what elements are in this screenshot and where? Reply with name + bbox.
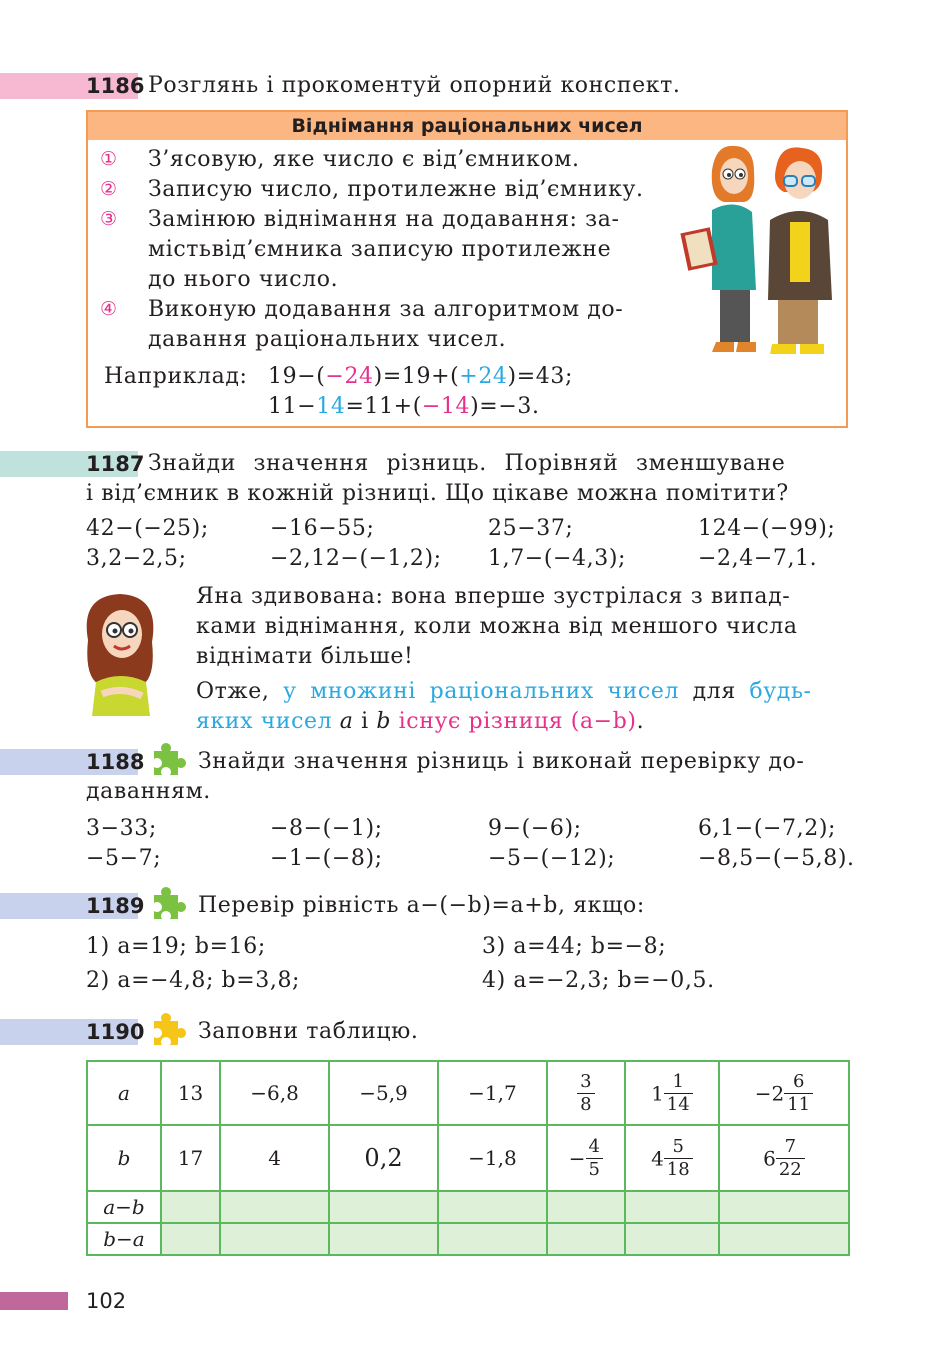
puzzle-green-icon: [146, 741, 186, 781]
task-1188-line-1: Знайди значення різниць і виконай перевірку до-: [198, 749, 805, 774]
table-row: [87, 1125, 849, 1191]
cell-b-frac: 6 $\frac{7}{22}$: [719, 1125, 849, 1191]
cell-a: −1,7: [438, 1061, 547, 1125]
step-3-line-2: містьвід’ємника записую протилежне: [148, 237, 612, 262]
answer-cell[interactable]: [220, 1191, 329, 1223]
cell-b-frac: 4 $\frac{5}{18}$: [625, 1125, 719, 1191]
expr-1188-r1c1: 3−33;: [86, 816, 157, 841]
task-number-1187: 1187: [86, 452, 145, 476]
expr-1188-r1c2: −8−(−1);: [270, 816, 383, 841]
answer-cell[interactable]: [161, 1191, 220, 1223]
task-number-1186: 1186: [86, 74, 145, 98]
example-1: 19−(−24)=19+(+24)=43;: [268, 364, 573, 389]
cell-a: −6,8: [220, 1061, 329, 1125]
step-4-line-1: Виконую додавання за алгоритмом до-: [148, 297, 624, 322]
answer-cell[interactable]: [438, 1223, 547, 1255]
expr-1187-r2c4: −2,4−7,1.: [698, 546, 818, 571]
expr-1188-r1c3: 9−(−6);: [488, 816, 582, 841]
row-header-b-minus-a: b−a: [87, 1223, 161, 1255]
task-1187-line-2: і від’ємник в кожній різниці. Що цікаве можна помітити?: [86, 481, 789, 506]
answer-cell[interactable]: [161, 1223, 220, 1255]
table-row: [87, 1191, 849, 1223]
answer-cell[interactable]: [220, 1223, 329, 1255]
step-marker-1: ①: [100, 148, 118, 170]
conclusion-line-1: Отже, у множині раціональних чисел для будь-: [196, 679, 812, 704]
answer-cell[interactable]: [625, 1223, 719, 1255]
expr-1187-r1c1: 42−(−25);: [86, 516, 209, 541]
task-text-1189: Перевір рівність a−(−b)=a+b, якщо:: [198, 893, 645, 918]
page-number-bar: [0, 1292, 68, 1310]
step-2-line-1: Записую число, протилежне від’ємнику.: [148, 177, 644, 202]
task-number-1188: 1188: [86, 750, 145, 774]
students-illustration: [672, 140, 844, 362]
expr-1188-r2c4: −8,5−(−5,8).: [698, 846, 855, 871]
answer-cell[interactable]: [547, 1223, 625, 1255]
answer-cell[interactable]: [719, 1191, 849, 1223]
puzzle-yellow-icon: [146, 1011, 186, 1051]
row-header-b: b: [87, 1125, 161, 1191]
yana-line-3: віднімати більше!: [196, 644, 414, 669]
yana-line-2: ками віднімання, коли можна від меншого числа: [196, 614, 798, 639]
step-marker-2: ②: [100, 178, 118, 200]
answer-cell[interactable]: [438, 1191, 547, 1223]
step-1-line-1: З’ясовую, яке число є від’ємником.: [148, 147, 580, 172]
cell-b: 4: [220, 1125, 329, 1191]
table-row: [87, 1061, 849, 1125]
yana-line-1: Яна здивована: вона вперше зустрілася з випад-: [196, 584, 791, 609]
step-marker-4: ④: [100, 298, 118, 320]
example-2: 11−14=11+(−14)=−3.: [268, 394, 540, 419]
item-1189-4: 4) a=−2,3; b=−0,5.: [482, 968, 715, 993]
row-header-a: a: [87, 1061, 161, 1125]
cell-b: 17: [161, 1125, 220, 1191]
expr-1188-r2c1: −5−7;: [86, 846, 162, 871]
step-4-line-2: давання раціональних чисел.: [148, 327, 507, 352]
answer-cell[interactable]: [719, 1223, 849, 1255]
answer-cell[interactable]: [329, 1191, 438, 1223]
step-3-line-1: Замінюю віднімання на додавання: за-: [148, 207, 620, 232]
cell-a: 13: [161, 1061, 220, 1125]
puzzle-green-icon: [146, 885, 186, 925]
task-number-1189: 1189: [86, 894, 145, 918]
answer-cell[interactable]: [625, 1191, 719, 1223]
answer-cell[interactable]: [547, 1191, 625, 1223]
expr-1188-r2c2: −1−(−8);: [270, 846, 383, 871]
answer-cell[interactable]: [329, 1223, 438, 1255]
row-header-a-minus-b: a−b: [87, 1191, 161, 1223]
task-text-1190: Заповни таблицю.: [198, 1019, 419, 1044]
step-3-line-3: до нього число.: [148, 267, 339, 292]
cell-a-frac: $\frac{3}{8}$: [547, 1061, 625, 1125]
item-1189-3: 3) a=44; b=−8;: [482, 934, 667, 959]
task-number-1190: 1190: [86, 1020, 145, 1044]
summary-box-title: Віднімання раціональних чисел: [88, 112, 846, 140]
expr-1188-r1c4: 6,1−(−7,2);: [698, 816, 837, 841]
fill-table: [86, 1060, 850, 1256]
task-1188-line-2: даванням.: [86, 779, 211, 804]
step-marker-3: ③: [100, 208, 118, 230]
expr-1187-r1c4: 124−(−99);: [698, 516, 836, 541]
expr-1187-r2c3: 1,7−(−4,3);: [488, 546, 627, 571]
page-number: 102: [86, 1289, 127, 1313]
task-1187-line-1: Знайди значення різниць. Порівняй зменшуване: [148, 451, 786, 476]
expr-1187-r1c3: 25−37;: [488, 516, 574, 541]
item-1189-1: 1) a=19; b=16;: [86, 934, 266, 959]
expr-1187-r2c1: 3,2−2,5;: [86, 546, 187, 571]
table-row: [87, 1223, 849, 1255]
item-1189-2: 2) a=−4,8; b=3,8;: [86, 968, 301, 993]
expr-1188-r2c3: −5−(−12);: [488, 846, 616, 871]
cell-a-frac: 1 $\frac{1}{14}$: [625, 1061, 719, 1125]
expr-1187-r2c2: −2,12−(−1,2);: [270, 546, 442, 571]
cell-b: 0,2: [329, 1125, 438, 1191]
example-label: Наприклад:: [104, 364, 248, 389]
cell-b-frac: − $\frac{4}{5}$: [547, 1125, 625, 1191]
cell-b: −1,8: [438, 1125, 547, 1191]
cell-a: −5,9: [329, 1061, 438, 1125]
girl-illustration: [80, 590, 160, 718]
conclusion-line-2: яких чисел a і b існує різниця (a−b).: [196, 709, 645, 734]
expr-1187-r1c2: −16−55;: [270, 516, 375, 541]
cell-a-frac: −2 $\frac{6}{11}$: [719, 1061, 849, 1125]
task-text-1186: Розглянь і прокоментуй опорний конспект.: [148, 73, 681, 98]
